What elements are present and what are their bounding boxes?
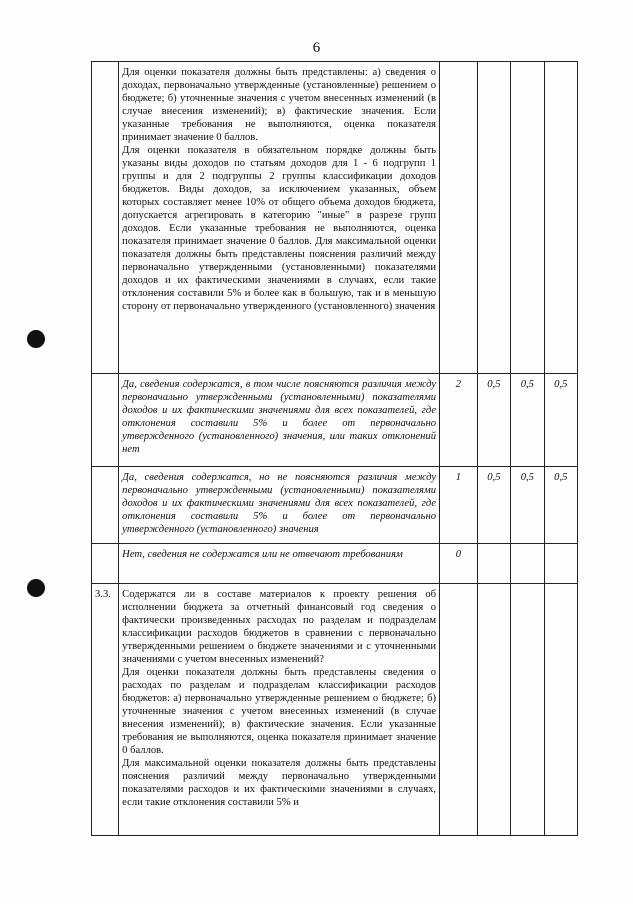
weight-cell: [511, 584, 544, 836]
table-row: [92, 584, 578, 836]
score-cell: 0: [440, 544, 478, 584]
row-number: [92, 374, 119, 467]
score-cell: 2: [440, 374, 478, 467]
weight-cell: [544, 544, 577, 584]
weight-cell: 0,5: [477, 467, 510, 544]
weight-cell: 0,5: [544, 374, 577, 467]
paragraph: Да, сведения содержатся, но не поясняются различия между первоначально утвержденными (установленными) показателями доходов и их фактическими значениями для всех показателей, где отклонения составили 5% и более от первоначально утвержденного (установленного) значения: [122, 472, 437, 535]
score-cell: [440, 62, 478, 374]
table-row: [92, 544, 578, 584]
weight-cell: [477, 584, 510, 836]
weight-cell: 0,5: [477, 374, 510, 467]
weight-cell: [477, 62, 510, 374]
weight-cell: [477, 544, 510, 584]
punch-hole-mark: [27, 330, 45, 348]
criterion-text: [119, 62, 440, 374]
paragraph: Для оценки показателя в обязательном порядке должны быть указаны виды доходов по статьям доходов для 1 - 6 подгрупп 1 группы и для 2 подгруппы 2 группы классификации доходов бюджетов. Виды доходов, за исключением указанных, объем которых составляет менее 10% от общего объема доходов бюджета, допускается агрегировать в категорию "иные" в разрезе групп доходов. Если указанные требования не выполняются, оценка показателя принимает значение 0 баллов. Для максимальной оценки показателя должны быть представлены пояснения различий между первоначально утвержденными (установленными) показателями доходов и их фактическими значениями в случаях, если такие отклонения составили 5% и более как в большую, так и в меньшую сторону от первоначально утвержденного (установленного) значения: [122, 145, 437, 312]
weight-cell: [544, 584, 577, 836]
row-number: [92, 467, 119, 544]
score-cell: [440, 584, 478, 836]
paragraph: Да, сведения содержатся, в том числе поясняются различия между первоначально утвержденными (установленными) показателями доходов и их фактическими значениями для всех показателей, где отклонения составили 5% и более от первоначально утвержденного (установленного) значения, или таких отклонений нет: [122, 379, 437, 455]
table-row: [92, 374, 578, 467]
paragraph: Для оценки показателя должны быть представлены: а) сведения о доходах, первоначально утвержденные (установленные) решением о бюджете; б) уточненные значения с учетом внесенных изменений (в случае внесения изменений); в) фактические значения. Если указанные требования не выполняются, оценка показателя принимает значение 0 баллов.: [122, 67, 437, 143]
weight-cell: [544, 62, 577, 374]
table-row: [92, 467, 578, 544]
score-cell: 1: [440, 467, 478, 544]
weight-cell: 0,5: [511, 467, 544, 544]
table-row: [92, 62, 578, 374]
page-number: 6: [312, 40, 321, 56]
criteria-table: [91, 61, 578, 836]
answer-option-text: [119, 544, 440, 584]
row-number: [92, 544, 119, 584]
paragraph: Для оценки показателя должны быть представлены сведения о расходах по разделам и подразделам классификации расходов бюджетов: а) первоначально утвержденные решением о бюджете; б) уточненные значения с учетом внесенных изменений (в случае внесения изменений); в) фактические значения. Если указанные требования не выполняются, оценка показателя принимает значение 0 баллов.: [122, 667, 437, 756]
row-number: 3.3.: [92, 584, 119, 836]
weight-cell: [511, 544, 544, 584]
criterion-text: [119, 584, 440, 836]
paragraph: Для максимальной оценки показателя должны быть представлены пояснения различий между первоначально утвержденными показателями расходов и их фактическими значениями в случаях, если такие отклонения составили 5% и: [122, 758, 437, 808]
paragraph: Содержатся ли в составе материалов к проекту решения об исполнении бюджета за отчетный финансовый год сведения о фактически произведенных расходах по разделам и подразделам классификации расходов бюджетов в сравнении с первоначально утвержденными решением о бюджете значениями и с уточненными значениями с учетом внесенных изменений?: [122, 589, 437, 665]
answer-option-text: [119, 374, 440, 467]
weight-cell: [511, 62, 544, 374]
punch-hole-mark: [27, 579, 45, 597]
answer-option-text: [119, 467, 440, 544]
weight-cell: 0,5: [511, 374, 544, 467]
weight-cell: 0,5: [544, 467, 577, 544]
row-number: [92, 62, 119, 374]
paragraph: Нет, сведения не содержатся или не отвечают требованиям: [122, 549, 403, 560]
